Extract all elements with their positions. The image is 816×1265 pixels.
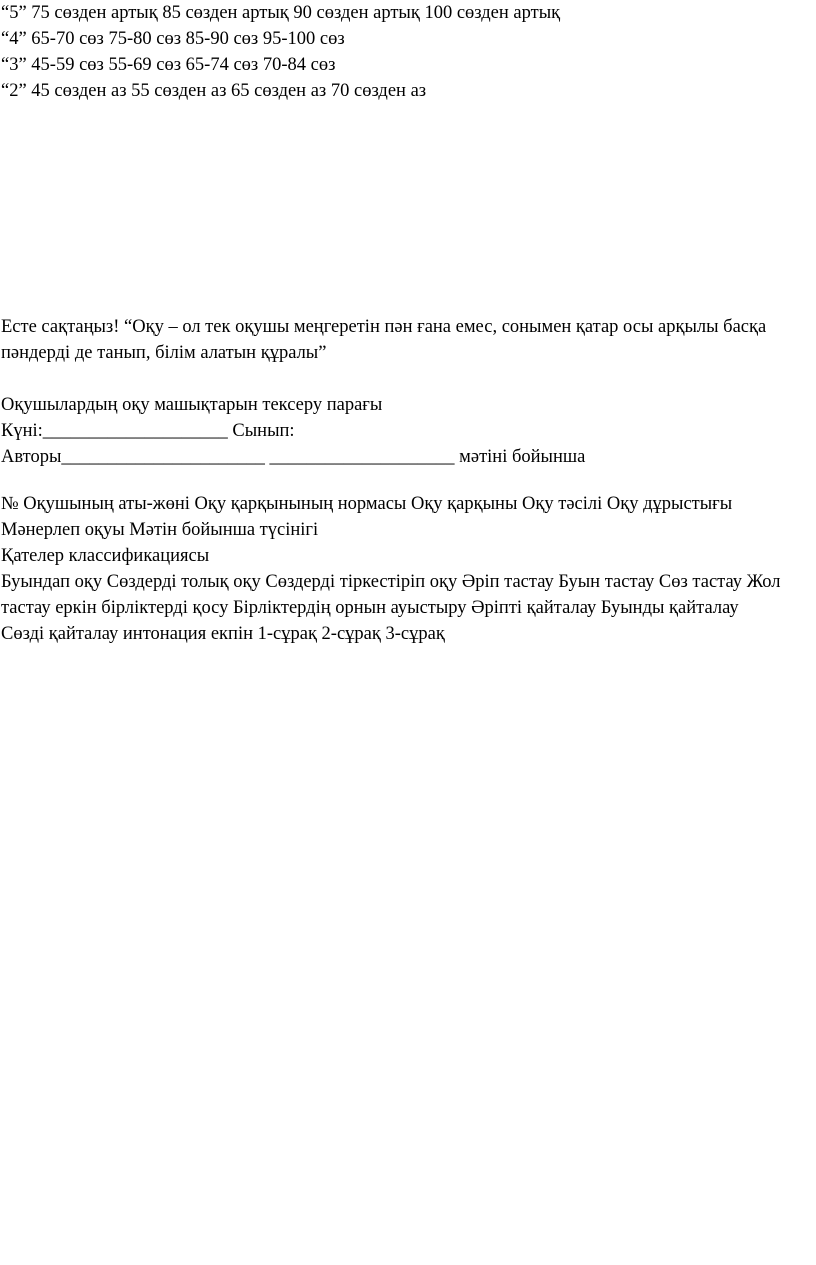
grading-line-3: “3” 45-59 сөз 55-69 сөз 65-74 сөз 70-84 сөз [1,55,336,75]
error-types-line-3: Сөзді қайталау интонация екпін 1-сұрақ 2-сұрақ 3-сұрақ [1,624,445,644]
date-class-line: Күні:____________________ Сынып: [1,421,295,441]
reminder-line-1: Есте сақтаңыз! “Оқу – ол тек оқушы меңгеретін пән ғана емес, сонымен қатар осы арқылы басқа [1,317,767,337]
grading-line-2: “2” 45 сөзден аз 55 сөзден аз 65 сөзден аз 70 сөзден аз [1,81,427,101]
error-classification-heading: Қателер классификациясы [1,546,210,566]
author-text-line: Авторы______________________ ____________________ мәтіні бойынша [1,447,586,467]
table-header-line-1: № Оқушының аты-жөні Оқу қарқынының нормасы Оқу қарқыны Оқу тәсілі Оқу дұрыстығы [1,494,733,514]
error-types-line-1: Буындап оқу Сөздерді толық оқу Сөздерді тіркестіріп оқу Әріп тастау Буын тастау Сөз тастау Жол [1,572,781,592]
grading-line-5: “5” 75 сөзден артық 85 сөзден артық 90 сөзден артық 100 сөзден артық [1,3,561,23]
form-title: Оқушылардың оқу машықтарын тексеру парағы [1,395,383,415]
error-types-line-2: тастау еркін бірліктерді қосу Бірліктердің орнын ауыстыру Әріпті қайталау Буынды қайталау [1,598,739,618]
grading-line-4: “4” 65-70 сөз 75-80 сөз 85-90 сөз 95-100 сөз [1,29,345,49]
table-header-line-2: Мәнерлеп оқуы Мәтін бойынша түсінігі [1,520,319,540]
reminder-line-2: пәндерді де танып, білім алатын құралы” [1,343,327,363]
